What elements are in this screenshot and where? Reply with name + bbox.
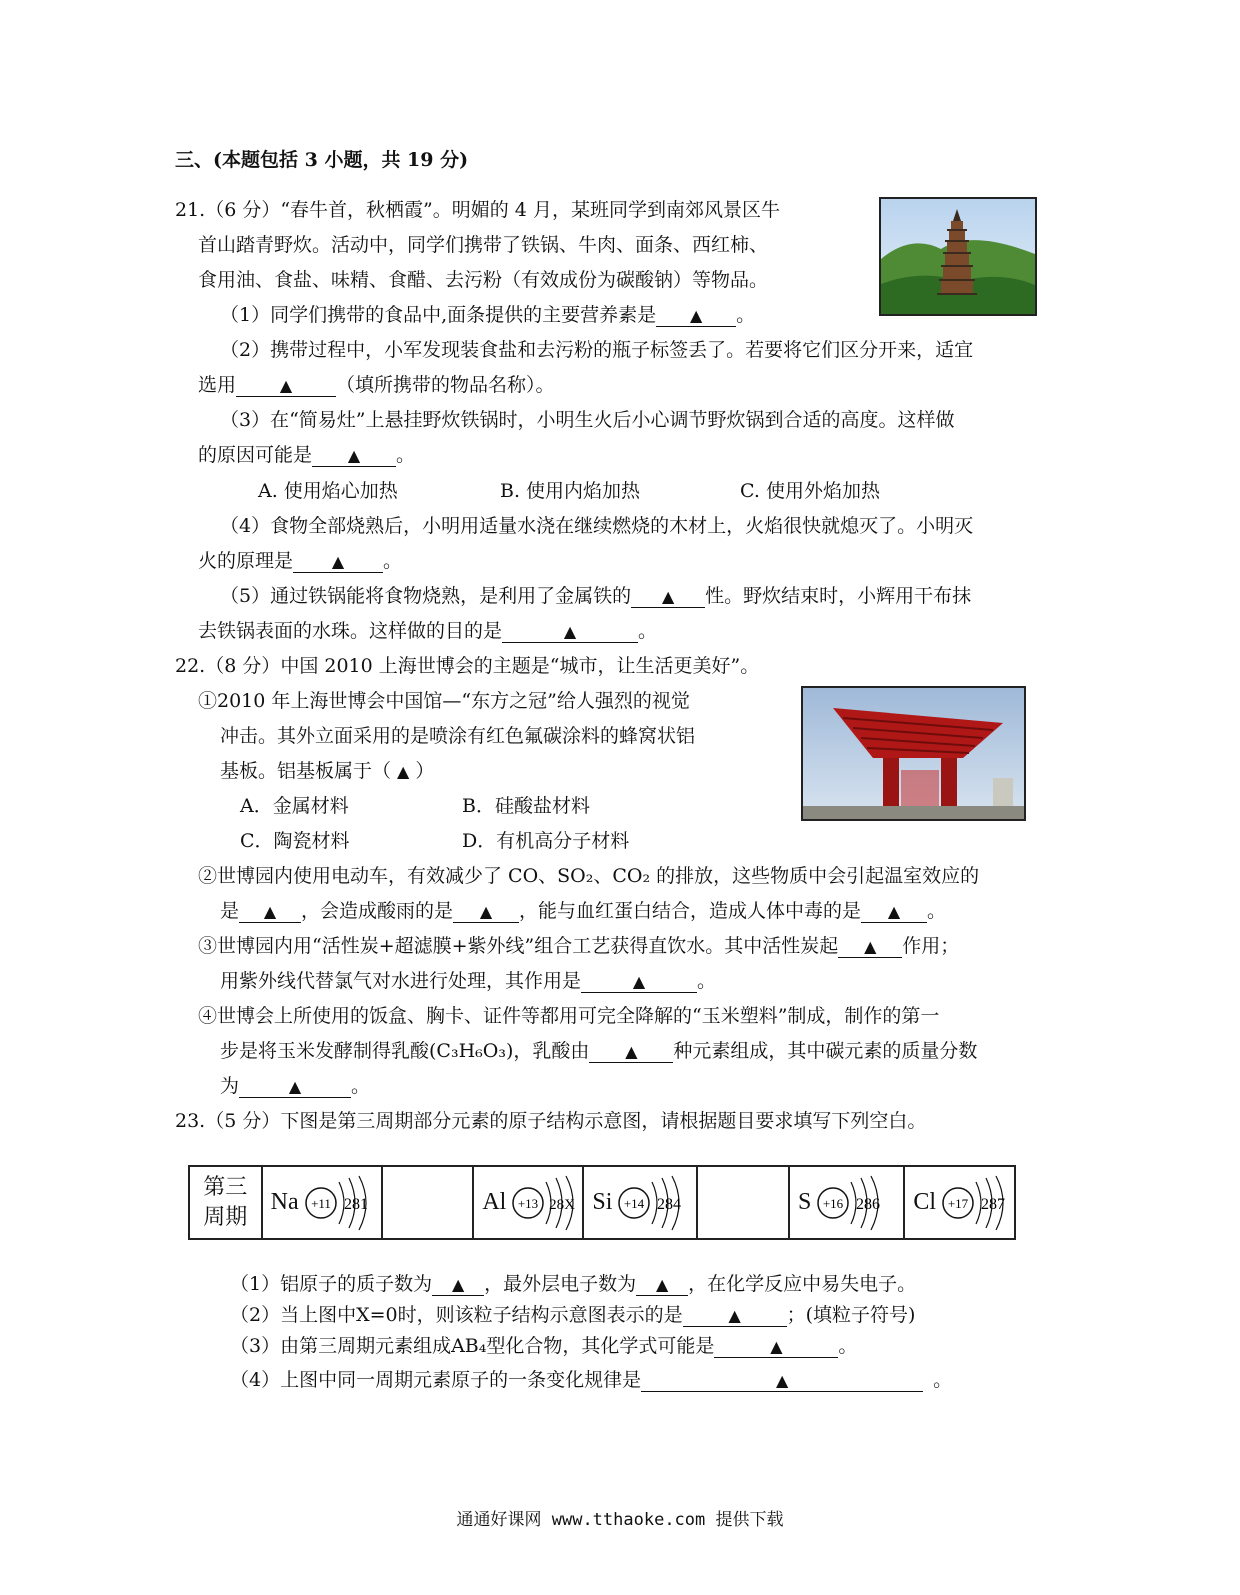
answer-blank-q23-1[interactable] (432, 1274, 484, 1296)
period-three-table (188, 1165, 1016, 1240)
element-symbol: Si (592, 1189, 613, 1215)
q21-part2-line1: （2）携带过程中，小军发现装食盐和去污粉的瓶子标签丢了。若要将它们区分开来，适宜 (220, 339, 974, 361)
triangle-icon: ▲ (661, 587, 675, 606)
q21-part4-text: 火的原理是 (198, 550, 294, 572)
triangle-icon: ▲ (770, 1337, 783, 1356)
triangle-icon[interactable]: ▲ (397, 762, 410, 781)
element-cell-al (473, 1166, 583, 1239)
element-symbol: Cl (913, 1189, 936, 1215)
triangle-icon: ▲ (775, 1371, 789, 1390)
china-pavilion-image (803, 688, 1024, 819)
q21-option-a: A. 使用焰心加热 (258, 480, 398, 502)
q23-part3 (230, 1334, 857, 1358)
q22-s1-line3 (220, 759, 434, 784)
answer-blank-q23-3[interactable] (683, 1305, 787, 1327)
q21-part1-text: （1）同学们携带的食品中,面条提供的主要营养素是 (220, 304, 657, 326)
element-cell-empty-1 (382, 1166, 474, 1239)
triangle-icon: ▲ (655, 1275, 669, 1294)
triangle-icon: ▲ (864, 937, 877, 956)
atom-diagram-na (303, 1170, 381, 1236)
atom-diagram-cl (940, 1170, 1014, 1236)
q22-s3-mid: 作用； (902, 935, 960, 957)
answer-blank-q21-6[interactable] (502, 621, 638, 643)
q22-s3-line1 (198, 934, 959, 958)
atom-diagram-al (510, 1170, 582, 1236)
q22-s1-end: ） (415, 760, 435, 782)
period-header-line2: 周期 (203, 1204, 248, 1230)
q22-s2-mid1: ，会造成酸雨的是 (301, 900, 454, 922)
element-cell-si (583, 1166, 697, 1239)
footer-source: 通通好课网 www.tthaoke.com 提供下载 (456, 1510, 784, 1530)
q22-s1-line1: ①2010 年上海世博会中国馆—“东方之冠”给人强烈的视觉 (198, 690, 690, 712)
q21-part1 (220, 303, 755, 327)
answer-blank-q22-7[interactable] (239, 1076, 351, 1098)
q21-part5-mid: 性。野炊结束时，小辉用干布抹 (705, 585, 972, 607)
triangle-icon: ▲ (563, 622, 577, 641)
q21-line2: 首山踏青野炊。活动中，同学们携带了铁锅、牛肉、面条、西红柿、 (198, 234, 769, 256)
q22-s3-text2: 用紫外线代替氯气对水进行处理，其作用是 (220, 970, 582, 992)
section-title: 三、(本题包括 3 小题，共 19 分) (175, 149, 469, 171)
q22-s2-mid2: ，能与血红蛋白结合，造成人体中毒的是 (519, 900, 862, 922)
q21-part5-text2: 去铁锅表面的水珠。这样做的目的是 (198, 620, 503, 642)
answer-blank-q21-3[interactable] (312, 445, 396, 467)
atom-diagram-si (616, 1170, 694, 1236)
answer-blank-q22-2[interactable] (453, 901, 519, 923)
answer-blank-q23-2[interactable] (636, 1274, 688, 1296)
q22-s3-text: ③世博园内用“活性炭+超滤膜+紫外线”组合工艺获得直饮水。其中活性炭起 (198, 935, 839, 957)
q23-part4-end: 。 (933, 1369, 953, 1391)
q22-s4-text2: 为 (220, 1075, 240, 1097)
nucleus-label: +13 (518, 1195, 539, 1211)
element-cell-cl (904, 1166, 1015, 1239)
q21-part2-end: （填所携带的物品名称）。 (336, 374, 555, 396)
triangle-icon: ▲ (288, 1077, 302, 1096)
answer-blank-q22-4[interactable] (838, 936, 902, 958)
q21-part2-line2 (198, 373, 555, 397)
nucleus-label: +16 (823, 1195, 844, 1211)
answer-blank-q22-5[interactable] (581, 971, 697, 993)
q23-part1-mid: ，最外层电子数为 (484, 1273, 637, 1295)
q23-part1 (230, 1272, 916, 1296)
q21-part3-text: 的原因可能是 (198, 444, 313, 466)
shells-label: 281 (343, 1195, 368, 1213)
pagoda-photo (879, 197, 1037, 316)
q21-part4-line1: （4）食物全部烧熟后，小明用适量水浇在继续燃烧的木材上，火焰很快就熄灭了。小明灭 (220, 515, 974, 537)
element-cell-s (789, 1166, 904, 1239)
q21-part5-text: （5）通过铁锅能将食物烧熟，是利用了金属铁的 (220, 585, 632, 607)
element-cell-na (262, 1166, 382, 1239)
period-header-cell (189, 1166, 262, 1239)
china-pavilion-photo (801, 686, 1026, 821)
q23-part1-end: ，在化学反应中易失电子。 (688, 1273, 917, 1295)
q21-part2-text: 选用 (198, 374, 237, 396)
shells-label: 28X (549, 1196, 576, 1213)
q22-s2-text: 是 (220, 900, 240, 922)
triangle-icon: ▲ (625, 1042, 638, 1061)
q23-line1: 23.（5 分）下图是第三周期部分元素的原子结构示意图，请根据题目要求填写下列空白。 (175, 1110, 927, 1132)
atom-diagram-s (815, 1170, 893, 1236)
element-cell-empty-2 (697, 1166, 789, 1239)
answer-blank-q22-6[interactable] (589, 1041, 673, 1063)
q22-s3-line2 (220, 969, 716, 993)
answer-blank-q22-3[interactable] (861, 901, 927, 923)
q21-line3: 食用油、食盐、味精、食醋、去污粉（有效成份为碳酸钠）等物品。 (198, 269, 769, 291)
period-header-line1: 第三 (203, 1174, 248, 1200)
q21-line1: 21.（6 分）“春牛首，秋栖霞”。明媚的 4 月，某班同学到南郊风景区牛 (175, 199, 780, 221)
answer-blank-q21-5[interactable] (631, 586, 705, 608)
q22-s2-line1: ②世博园内使用电动车，有效减少了 CO、SO₂、CO₂ 的排放，这些物质中会引起温室效应的 (198, 865, 980, 887)
q22-s3-end: 。 (697, 970, 717, 992)
pagoda-image (881, 199, 1035, 314)
q21-part3-line1: （3）在“简易灶”上悬挂野炊铁锅时，小明生火后小心调节野炊锅到合适的高度。这样做 (220, 409, 955, 431)
q21-part1-end: 。 (736, 304, 756, 326)
q21-part3-end: 。 (396, 444, 416, 466)
q21-option-b: B. 使用内焰加热 (500, 480, 641, 502)
q21-part5-line1 (220, 584, 971, 608)
answer-blank-q22-1[interactable] (239, 901, 301, 923)
element-symbol: Na (270, 1189, 299, 1215)
q22-s4-line2 (220, 1039, 977, 1063)
q22-s4-line3 (220, 1074, 370, 1098)
q22-s4-text: 步是将玉米发酵制得乳酸(C₃H₆O₃)，乳酸由 (220, 1040, 590, 1062)
triangle-icon: ▲ (279, 376, 293, 395)
q22-s1-text: 基板。铝基板属于（ (220, 760, 392, 782)
answer-blank-q21-1[interactable] (656, 305, 736, 327)
q22-option-b: B．硅酸盐材料 (462, 795, 590, 817)
q21-part5-line2 (198, 619, 657, 643)
q23-part1-text: （1）铝原子的质子数为 (230, 1273, 433, 1295)
triangle-icon: ▲ (887, 902, 901, 921)
nucleus-label: +17 (947, 1195, 969, 1211)
q22-s4-mid: 种元素组成，其中碳元素的质量分数 (673, 1040, 978, 1062)
q22-s4-end: 。 (351, 1075, 371, 1097)
triangle-icon: ▲ (728, 1306, 741, 1325)
shells-label: 284 (657, 1195, 682, 1213)
shells-label: 287 (981, 1195, 1005, 1213)
q23-part4-text: （4）上图中同一周期元素原子的一条变化规律是 (230, 1369, 642, 1391)
q21-part4-end: 。 (383, 550, 403, 572)
q23-part4 (230, 1368, 952, 1392)
q22-s4-line1: ④世博会上所使用的饭盒、胸卡、证件等都用可完全降解的“玉米塑料”制成，制作的第一 (198, 1005, 940, 1027)
triangle-icon: ▲ (263, 902, 277, 921)
q23-part2-text: （2）当上图中X=0时，则该粒子结构示意图表示的是 (230, 1304, 683, 1326)
triangle-icon: ▲ (479, 902, 493, 921)
q23-part2-end: ；(填粒子符号) (786, 1304, 916, 1326)
triangle-icon: ▲ (347, 446, 361, 465)
q21-part3-line2 (198, 443, 415, 467)
answer-blank-q23-5[interactable] (641, 1370, 923, 1392)
q21-part5-end: 。 (638, 620, 658, 642)
nucleus-label: +14 (624, 1195, 645, 1211)
nucleus-label: +11 (310, 1195, 331, 1211)
q22-option-d: D．有机高分子材料 (462, 830, 630, 852)
q22-s2-end: 。 (927, 900, 947, 922)
shells-label: 286 (856, 1195, 881, 1213)
q23-part2 (230, 1303, 915, 1327)
q22-line1: 22.（8 分）中国 2010 上海世博会的主题是“城市，让生活更美好”。 (175, 655, 760, 677)
triangle-icon: ▲ (331, 552, 345, 571)
q22-s1-line2: 冲击。其外立面采用的是喷涂有红色氟碳涂料的蜂窝状铝 (220, 725, 696, 747)
q21-option-c: C. 使用外焰加热 (740, 480, 880, 502)
answer-blank-q21-4[interactable] (293, 551, 383, 573)
q21-part4-line2 (198, 549, 402, 573)
q23-part3-text: （3）由第三周期元素组成AB₄型化合物，其化学式可能是 (230, 1335, 715, 1357)
triangle-icon: ▲ (451, 1275, 465, 1294)
element-symbol: Al (482, 1189, 507, 1215)
q22-option-a: A．金属材料 (240, 795, 349, 817)
triangle-icon: ▲ (689, 306, 703, 325)
q23-part3-end: 。 (838, 1335, 858, 1357)
element-symbol: S (797, 1189, 812, 1215)
answer-blank-q21-2[interactable] (236, 375, 336, 397)
answer-blank-q23-4[interactable] (714, 1336, 838, 1358)
triangle-icon: ▲ (632, 972, 646, 991)
q22-s2-line2 (220, 899, 946, 923)
q22-option-c: C．陶瓷材料 (240, 830, 350, 852)
